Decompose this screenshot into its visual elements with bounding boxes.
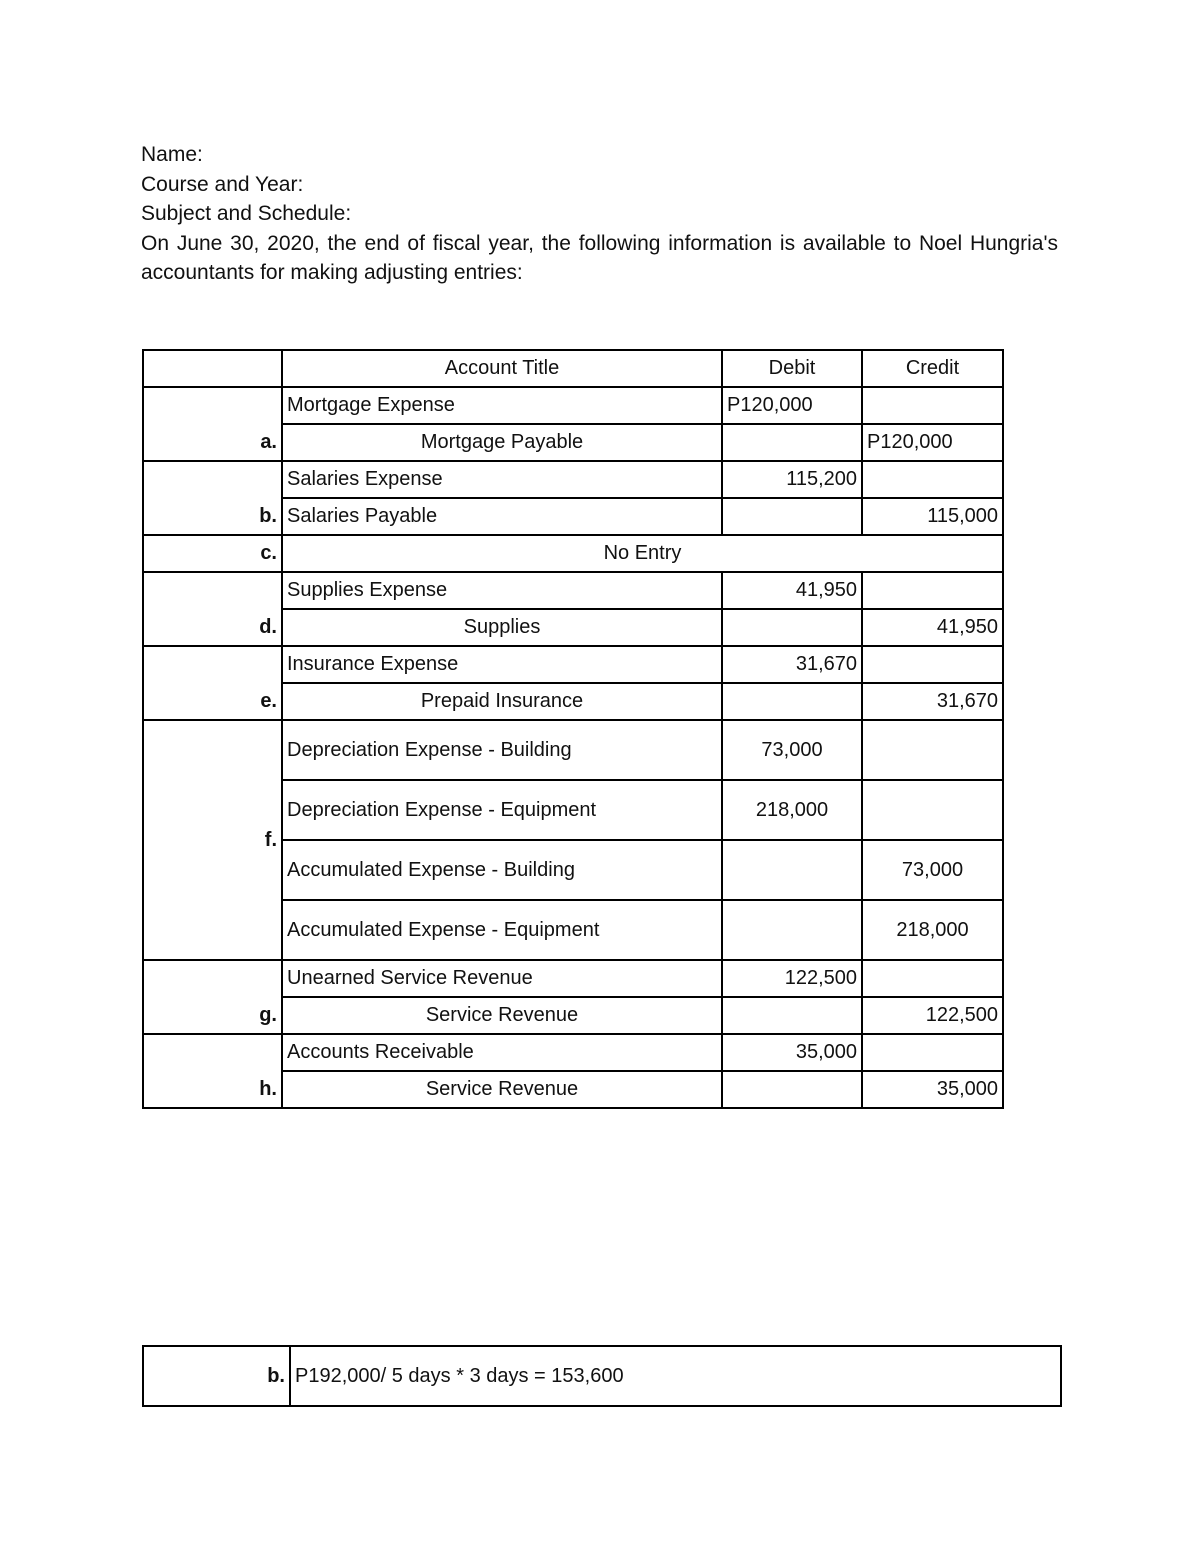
account-cell: Accumulated Expense - Equipment	[282, 900, 722, 960]
header-account-title: Account Title	[282, 350, 722, 387]
account-cell: Accounts Receivable	[282, 1034, 722, 1071]
account-cell: Mortgage Expense	[282, 387, 722, 424]
account-cell: Supplies	[282, 609, 722, 646]
account-cell: Prepaid Insurance	[282, 683, 722, 720]
debit-cell: 41,950	[722, 572, 862, 609]
course-label: Course and Year:	[141, 172, 304, 196]
account-cell: Service Revenue	[282, 1071, 722, 1108]
table-row	[143, 1346, 1061, 1406]
entry-label: c.	[143, 535, 282, 572]
table-header-row	[143, 350, 1003, 387]
account-cell: Depreciation Expense - Building	[282, 720, 722, 780]
account-cell: Accumulated Expense - Building	[282, 840, 722, 900]
account-cell: Mortgage Payable	[282, 424, 722, 461]
debit-cell	[722, 1071, 862, 1108]
account-cell: Salaries Payable	[282, 498, 722, 535]
table-row	[143, 535, 1003, 572]
credit-cell	[862, 572, 1003, 609]
entry-label: e.	[143, 646, 282, 720]
debit-cell: 122,500	[722, 960, 862, 997]
note-label: b.	[143, 1346, 290, 1406]
account-cell: Depreciation Expense - Equipment	[282, 780, 722, 840]
debit-cell	[722, 997, 862, 1034]
entry-label: g.	[143, 960, 282, 1034]
account-cell: Unearned Service Revenue	[282, 960, 722, 997]
credit-cell: 122,500	[862, 997, 1003, 1034]
header-credit: Credit	[862, 350, 1003, 387]
credit-cell	[862, 720, 1003, 780]
account-cell: Service Revenue	[282, 997, 722, 1034]
debit-cell: 35,000	[722, 1034, 862, 1071]
debit-cell	[722, 900, 862, 960]
entry-label: d.	[143, 572, 282, 646]
debit-cell	[722, 424, 862, 461]
account-cell: Insurance Expense	[282, 646, 722, 683]
credit-cell: 115,000	[862, 498, 1003, 535]
debit-cell	[722, 609, 862, 646]
no-entry-cell: No Entry	[282, 535, 1003, 572]
entry-label: f.	[143, 720, 282, 960]
adjusting-entries-table	[142, 349, 1004, 1109]
credit-cell	[862, 1034, 1003, 1071]
table-row	[143, 461, 1003, 498]
entry-label: b.	[143, 461, 282, 535]
header-cell-blank	[143, 350, 282, 387]
table-row	[143, 720, 1003, 780]
entry-label: a.	[143, 387, 282, 461]
credit-cell: P120,000	[862, 424, 1003, 461]
credit-cell: 41,950	[862, 609, 1003, 646]
subject-label: Subject and Schedule:	[141, 202, 352, 225]
table-row	[143, 646, 1003, 683]
credit-cell	[862, 646, 1003, 683]
debit-cell	[722, 840, 862, 900]
credit-cell	[862, 461, 1003, 498]
account-cell: Salaries Expense	[282, 461, 722, 498]
credit-cell	[862, 960, 1003, 997]
debit-cell: 73,000	[722, 720, 862, 780]
credit-cell: 73,000	[862, 840, 1003, 900]
problem-text: On June 30, 2020, the end of fiscal year, the following information is available to Noel Hungria's accountants for making adjusting entries:	[141, 231, 1058, 284]
credit-cell	[862, 387, 1003, 424]
entry-label: h.	[143, 1034, 282, 1108]
debit-cell: 31,670	[722, 646, 862, 683]
credit-cell: 35,000	[862, 1071, 1003, 1108]
debit-cell: 115,200	[722, 461, 862, 498]
debit-cell: P120,000	[722, 387, 862, 424]
debit-cell: 218,000	[722, 780, 862, 840]
header-debit: Debit	[722, 350, 862, 387]
computation-note-table	[142, 1345, 1062, 1407]
table-row	[143, 572, 1003, 609]
debit-cell	[722, 498, 862, 535]
table-row	[143, 387, 1003, 424]
table-row	[143, 1034, 1003, 1071]
table-row	[143, 960, 1003, 997]
note-text: P192,000/ 5 days * 3 days = 153,600	[290, 1346, 1061, 1406]
credit-cell: 31,670	[862, 683, 1003, 720]
document-header	[141, 140, 1058, 288]
credit-cell	[862, 780, 1003, 840]
account-cell: Supplies Expense	[282, 572, 722, 609]
credit-cell: 218,000	[862, 900, 1003, 960]
name-label: Name:	[141, 143, 203, 166]
debit-cell	[722, 683, 862, 720]
